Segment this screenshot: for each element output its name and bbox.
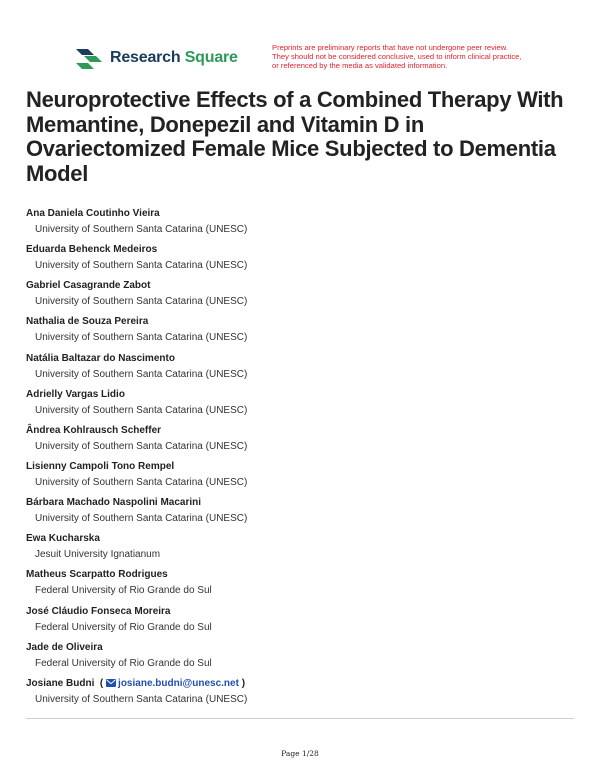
author-affiliation: University of Southern Santa Catarina (UNESC) [35, 440, 248, 452]
author-affiliation: University of Southern Santa Catarina (UNESC) [35, 368, 248, 380]
author-name: José Cláudio Fonseca Moreira [26, 605, 171, 617]
author-affiliation: University of Southern Santa Catarina (UNESC) [35, 404, 248, 416]
disclaimer-line: Preprints are preliminary reports that have not undergone peer review. [272, 44, 508, 52]
author-entry [26, 388, 566, 424]
author-entry [26, 605, 566, 641]
author-affiliation: University of Southern Santa Catarina (UNESC) [35, 260, 248, 272]
author-name: Eduarda Behenck Medeiros [26, 244, 158, 256]
author-entry [26, 424, 566, 460]
author-affiliation: University of Southern Santa Catarina (UNESC) [35, 332, 248, 344]
author-name: Gabriel Casagrande Zabot [26, 280, 151, 292]
corresponding-author-name: Josiane Budni [26, 677, 95, 689]
author-name: Ewa Kucharska [26, 533, 100, 545]
research-square-logo[interactable] [74, 46, 238, 70]
author-name: Jade de Oliveira [26, 641, 103, 653]
author-list [26, 207, 566, 713]
author-name: Lisienny Campoli Tono Rempel [26, 460, 175, 472]
author-affiliation: University of Southern Santa Catarina (UNESC) [35, 693, 248, 705]
author-entry [26, 460, 566, 496]
disclaimer-line: They should not be considered conclusive, used to inform clinical practice, [272, 52, 522, 61]
mail-icon [106, 679, 116, 687]
author-name: Ana Daniela Coutinho Vieira [26, 208, 160, 219]
author-entry [26, 641, 566, 677]
author-entry [26, 496, 566, 532]
author-entry [26, 279, 566, 315]
paper-title: Neuroprotective Effects of a Combined Therapy With Memantine, Donepezil and Vitamin D in Ovariectomized Female Mice Subjected to Dementia Model [26, 87, 564, 186]
author-entry [26, 352, 566, 388]
disclaimer-line: or referenced by the media as validated information. [272, 61, 448, 70]
author-name: Matheus Scarpatto Rodrigues [26, 569, 168, 581]
paren-close: ) [241, 677, 246, 689]
author-affiliation: Federal University of Rio Grande do Sul [35, 585, 212, 597]
author-entry [26, 532, 566, 568]
author-affiliation: Federal University of Rio Grande do Sul [35, 621, 212, 633]
research-square-logo-icon [74, 46, 104, 70]
author-name: Bárbara Machado Naspolini Macarini [26, 497, 202, 509]
author-entry [26, 315, 566, 351]
author-name: Nathalia de Souza Pereira [26, 316, 149, 328]
author-affiliation: Jesuit University Ignatianum [35, 549, 161, 561]
page-number: Page 1/28 [281, 749, 319, 758]
author-affiliation: University of Southern Santa Catarina (UNESC) [35, 224, 248, 235]
paren-open: ( [99, 677, 104, 689]
corresponding-author-email-link[interactable]: josiane.budni@unesc.net [118, 677, 239, 689]
author-affiliation: Federal University of Rio Grande do Sul [35, 657, 212, 669]
author-affiliation: University of Southern Santa Catarina (UNESC) [35, 476, 248, 488]
corresponding-author-name-line [26, 677, 566, 690]
author-entry [26, 568, 566, 604]
author-name: Adrielly Vargas Lidio [26, 388, 125, 400]
logo-wordmark: Research Square [110, 49, 238, 66]
author-affiliation: University of Southern Santa Catarina (UNESC) [35, 513, 248, 525]
author-name: Ândrea Kohlrausch Scheffer [26, 424, 162, 436]
preprint-disclaimer [272, 44, 562, 70]
author-name: Natália Baltazar do Nascimento [26, 352, 175, 364]
author-entry [26, 243, 566, 279]
author-entry [26, 207, 566, 243]
page-divider [26, 718, 574, 719]
author-affiliation: University of Southern Santa Catarina (UNESC) [35, 296, 248, 308]
corresponding-author-entry [26, 677, 566, 713]
